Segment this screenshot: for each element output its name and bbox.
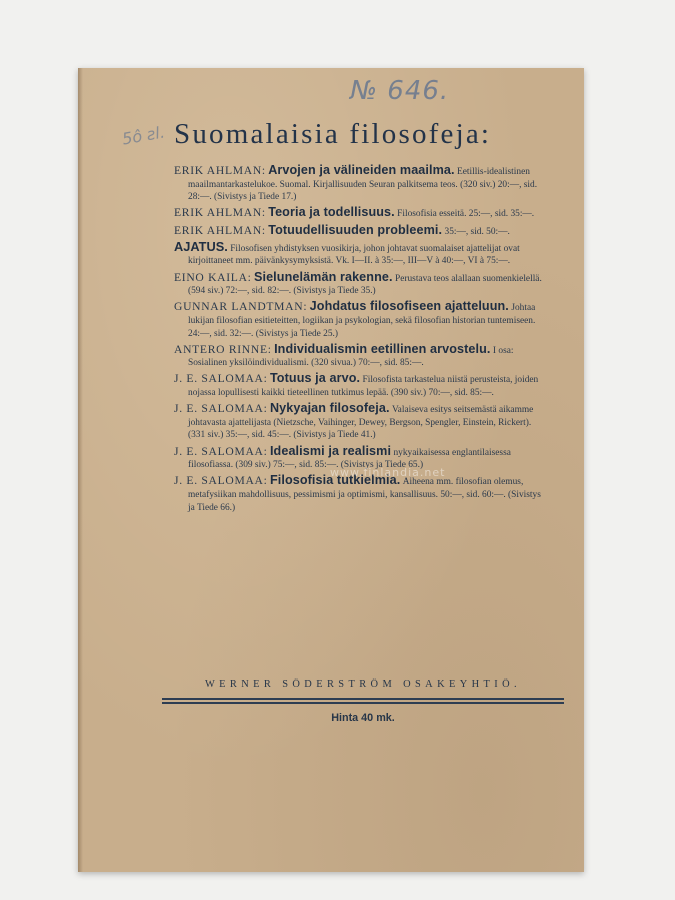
list-item [174,164,546,204]
entry-author: J. E. SALOMAA: [174,474,268,488]
entry-author: EINO KAILA: [174,270,252,284]
entry-description: Perustava teos alallaan suomenkielellä. (594 siv.) 72:—, sid. 82:—. (Sivistys ja Tiede 35.) [188,273,542,297]
publisher-name: WERNER SÖDERSTRÖM OSAKEYHTIÖ. [204,679,522,690]
watermark: www.finlandia.net [330,466,446,479]
entry-author: ERIK AHLMAN: [174,223,266,237]
handwritten-corner-note: 5ô ƨl. [120,122,167,149]
entry-description: Filosofisia esseitä. 25:—, sid. 35:—. [397,209,535,220]
handwritten-catalog-number: № 646. [350,76,450,106]
entry-author: GUNNAR LANDTMAN: [174,300,308,314]
entry-author: ERIK AHLMAN: [174,206,266,220]
entry-title: Nykyajan filosofeja. [269,401,390,416]
list-item [174,343,546,370]
entry-author: J. E. SALOMAA: [174,444,268,458]
list-item [174,238,546,268]
page-title: Suomalaisia filosofeja: [174,118,492,150]
entry-title: Totuudellisuuden probleemi. [268,222,443,237]
entry-author: ERIK AHLMAN: [174,164,266,177]
entry-title: Sielunelämän rakenne. [253,269,393,284]
entry-title: Arvojen ja välineiden maailma. [268,163,455,177]
list-item [174,224,546,239]
spine-edge [78,68,83,872]
entry-title: Individualismin eetillinen arvostelu. [274,341,491,356]
entry-description: nykyaikaisessa englantilaisessa filosofiassa. (309 siv.) 75:—, sid. 85:—. (Sivistys ja Tiede 65.) [188,447,511,471]
entry-title: Totuus ja arvo. [269,371,361,386]
entry-author: J. E. SALOMAA: [174,402,268,416]
entry-description: Johtaa lukijan filosofian esitieteitten, logiikan ja psykologian, sekä filosofian historian tuntemiseen. 24:—, sid. 32:—. (Sivistys ja Tiede 25.) [188,303,536,339]
entry-title: AJATUS. [174,238,228,254]
divider [162,698,564,700]
book-list [174,164,546,517]
list-item [174,206,546,221]
entry-description: Filosofisen yhdistyksen vuosikirja, johon johtavat suomalaiset ajattelijat ovat kirjoittaneet mm. päivänkysymyksistä. Vk. I—II. à 35:—, III—V à 40:—, VI à 75:—. [188,243,520,267]
book-back-cover [78,68,584,872]
entry-title: Teoria ja todellisuus. [268,205,395,220]
list-item [174,474,546,514]
price-label: Hinta 40 mk. [331,712,395,724]
list-item [174,372,546,399]
entry-description: Eetillis-idealistinen maailmantarkastelukoe. Suomal. Kirjallisuuden Seuran palkitsema teos. (320 siv.) 20:—, sid. 28:—. (Sivistys ja Tiede 17.) [188,167,538,203]
entry-title: Johdatus filosofiseen ajatteluun. [309,299,509,314]
list-item [174,300,546,340]
entry-author: ANTERO RINNE: [174,342,272,356]
entry-description: Filosofista tarkastelua niistä perusteista, joiden nojassa lopullisesti kaikki tieteellinen tutkimus lepää. (390 siv.) 70:—, sid. 85:—. [188,375,539,399]
entry-title: Filosofisia tutkielmia. [269,473,401,488]
entry-title: Idealismi ja realismi [269,443,392,458]
entry-description: I osa: Sosialinen yksilöindividualismi. (320 sivua.) 70:—, sid. 85:—. [188,345,514,369]
list-item [174,271,546,298]
entry-description: Valaiseva esitys seitsemästä aikamme johtavasta ajattelijasta (Nietzsche, Vaihinger, Dewey, Bergson, Spengler, Einstein, Rickert). (331 siv.) 35:—, sid. 45:—. (Sivistys ja Tiede 41.) [188,405,534,441]
entry-author: J. E. SALOMAA: [174,372,268,386]
entry-description: 35:—, sid. 50:—. [444,226,510,237]
entry-description: Aiheena mm. filosofian olemus, metafysiikan mahdollisuus, pessimismi ja optimismi, kansallisuus. 50:—, sid. 60:—. (Sivistys ja Tiede 66.) [188,477,541,513]
list-item [174,402,546,442]
divider [162,702,564,704]
